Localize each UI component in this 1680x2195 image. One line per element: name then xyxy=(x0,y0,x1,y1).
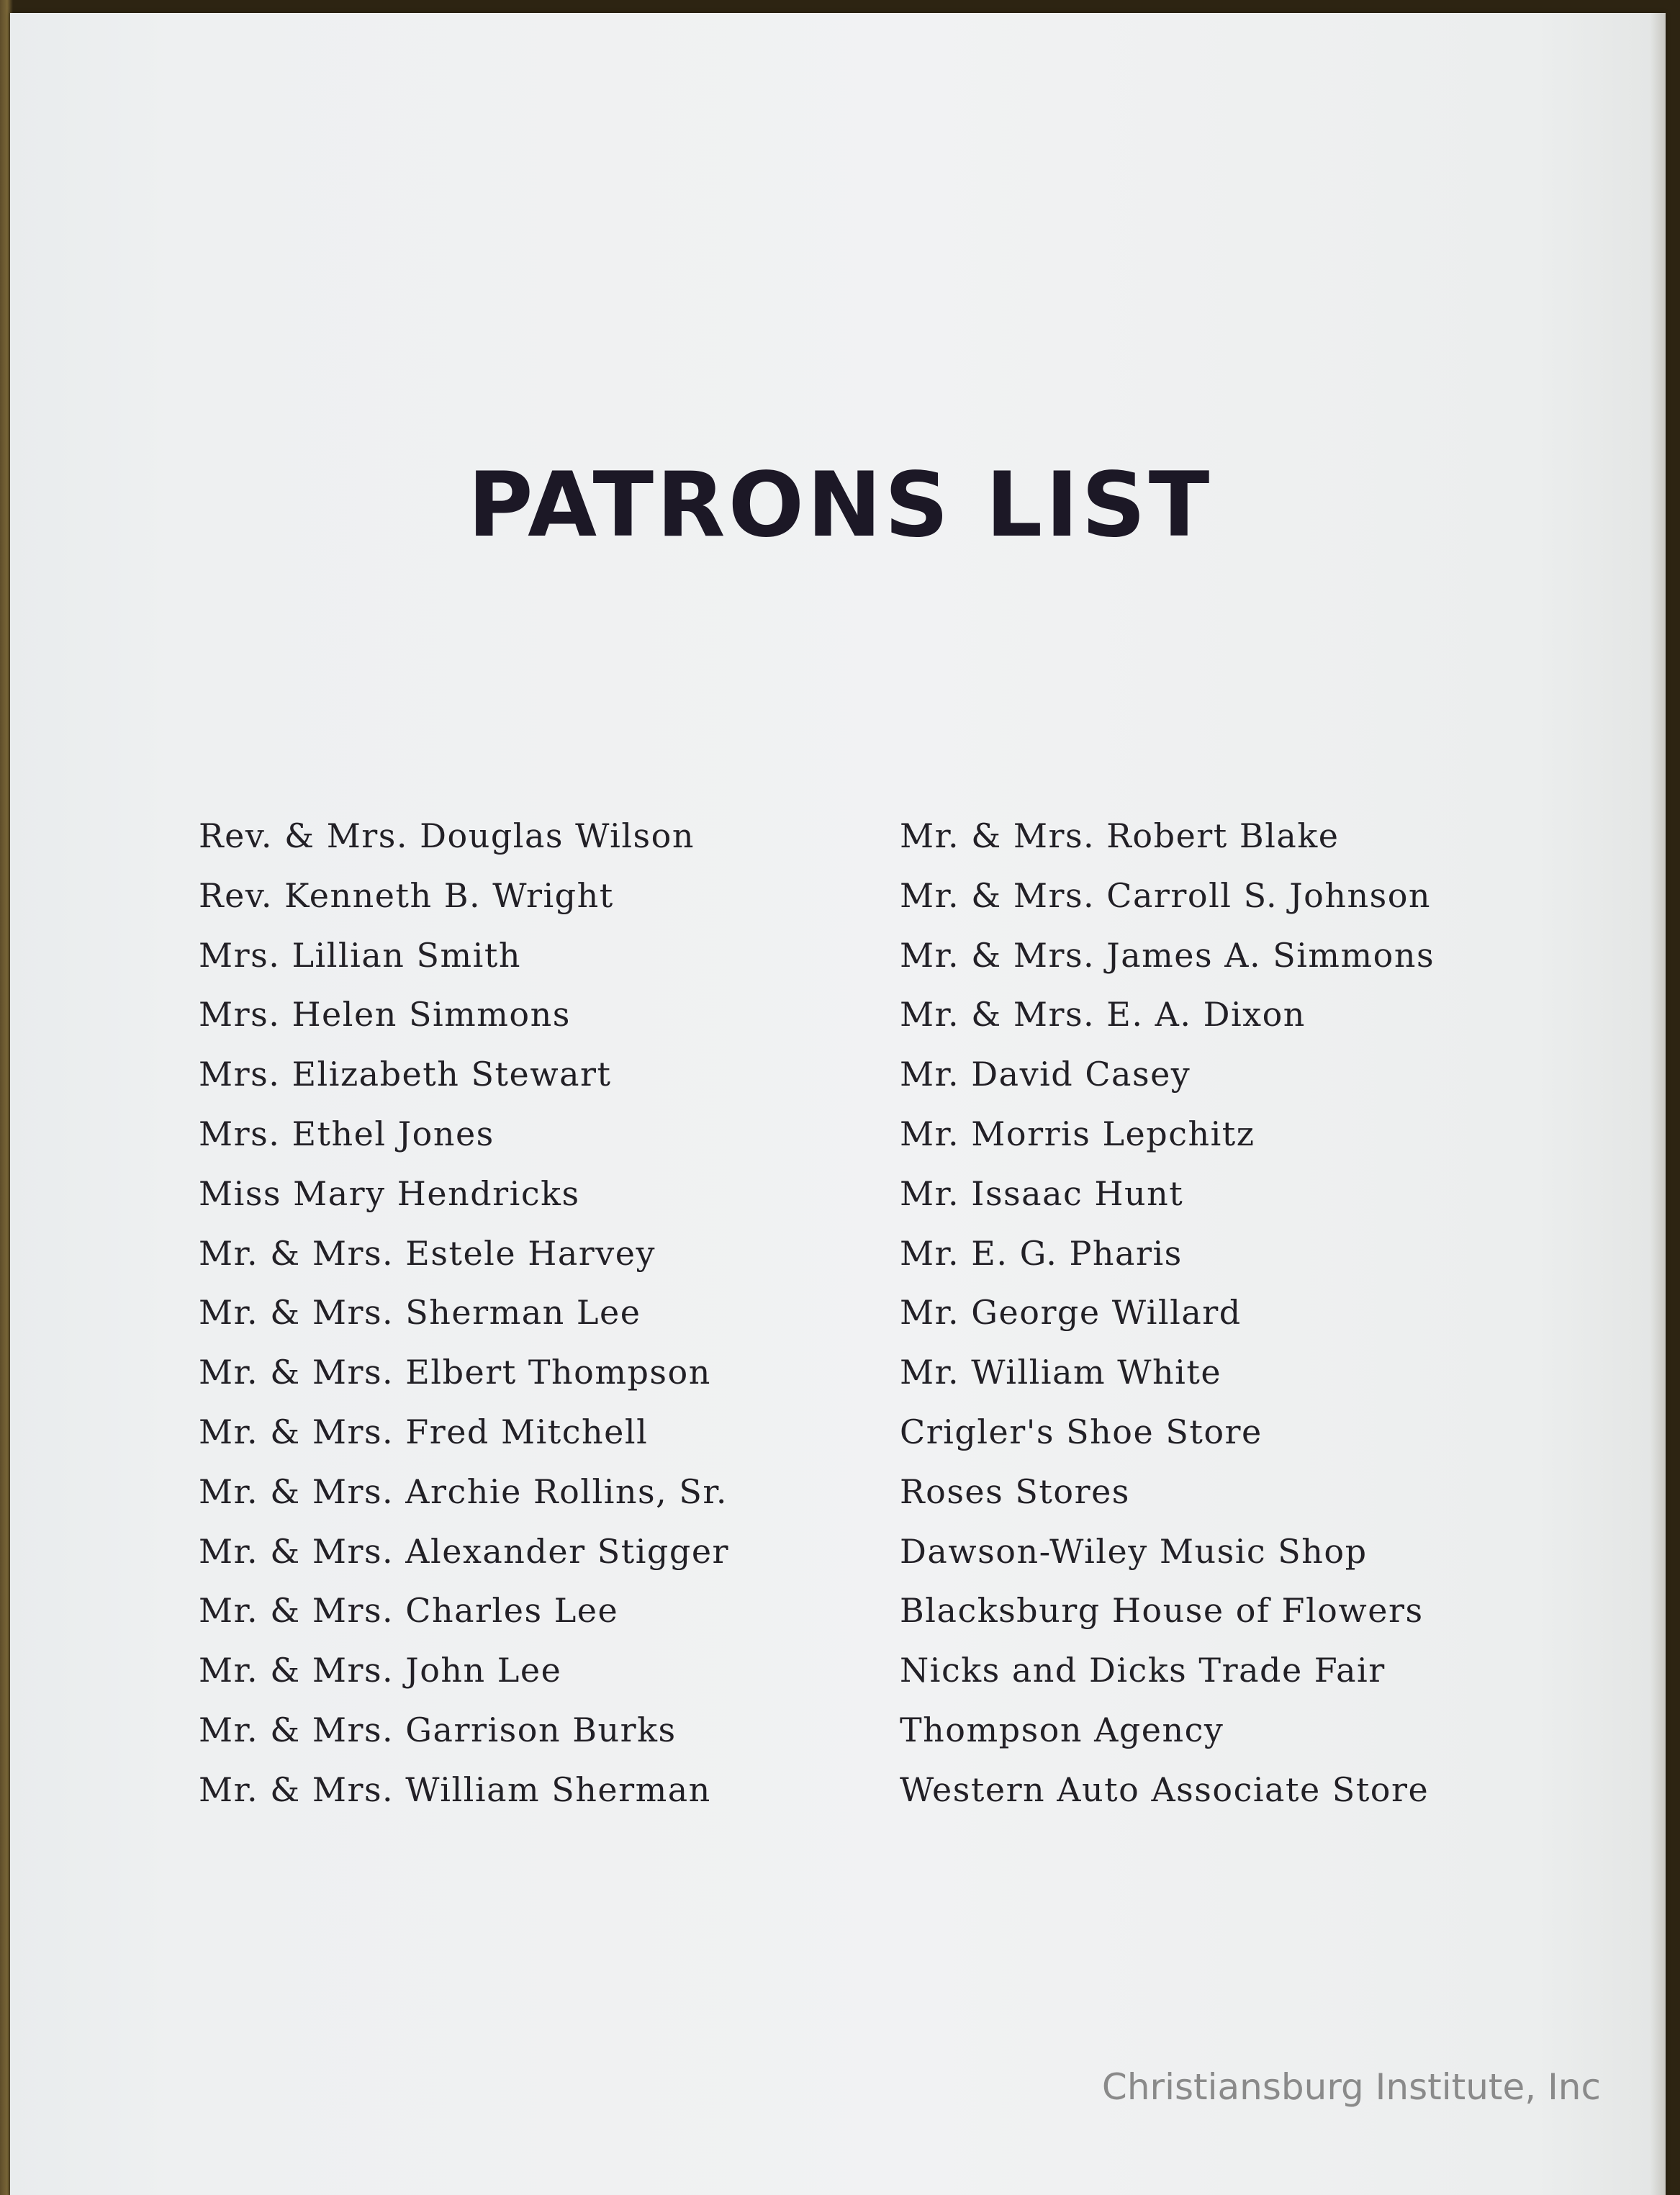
patron-entry: Mr. & Mrs. E. A. Dixon xyxy=(900,995,1306,1035)
patron-entry: Rev. Kenneth B. Wright xyxy=(199,875,614,915)
patron-entry: Mr. & Mrs. Fred Mitchell xyxy=(199,1412,649,1451)
patron-entry: Mr. Issaac Hunt xyxy=(900,1173,1184,1213)
patrons-right-column xyxy=(900,806,1435,1820)
patron-entry: Mr. William White xyxy=(900,1353,1222,1392)
patron-entry: Mr. & Mrs. Garrison Burks xyxy=(199,1710,677,1749)
patron-entry: Mr. & Mrs. Estele Harvey xyxy=(199,1233,656,1273)
patron-entry: Mr. & Mrs. John Lee xyxy=(199,1651,562,1690)
patron-entry: Mr. & Mrs. Robert Blake xyxy=(900,816,1340,855)
patron-entry: Rev. & Mrs. Douglas Wilson xyxy=(199,816,695,855)
patron-entry: Thompson Agency xyxy=(900,1710,1224,1749)
patron-entry: Mr. & Mrs. Alexander Stigger xyxy=(199,1531,730,1571)
patrons-left-column xyxy=(199,806,729,1820)
page-edge-shadow xyxy=(1650,13,1666,2195)
patron-entry: Miss Mary Hendricks xyxy=(199,1173,580,1213)
patron-entry: Mr. George Willard xyxy=(900,1293,1242,1333)
patron-entry: Mr. & Mrs. James A. Simmons xyxy=(900,935,1435,975)
patron-entry: Mrs. Helen Simmons xyxy=(199,995,571,1035)
patron-entry: Mr. David Casey xyxy=(900,1055,1191,1094)
patron-entry: Mrs. Ethel Jones xyxy=(199,1114,494,1153)
patron-entry: Dawson-Wiley Music Shop xyxy=(900,1531,1368,1571)
patron-entry: Blacksburg House of Flowers xyxy=(900,1591,1424,1631)
patron-entry: Roses Stores xyxy=(900,1471,1130,1511)
patron-entry: Mrs. Elizabeth Stewart xyxy=(199,1055,612,1094)
patron-entry: Mr. & Mrs. Elbert Thompson xyxy=(199,1353,711,1392)
patron-entry: Mr. & Mrs. William Sherman xyxy=(199,1770,711,1809)
patron-entry: Mr. & Mrs. Charles Lee xyxy=(199,1591,619,1631)
patron-entry: Nicks and Dicks Trade Fair xyxy=(900,1651,1386,1690)
patron-entry: Mr. Morris Lepchitz xyxy=(900,1114,1255,1153)
patron-entry: Mr. & Mrs. Archie Rollins, Sr. xyxy=(199,1471,728,1511)
page-title: PATRONS LIST xyxy=(467,454,1213,557)
patron-entry: Mr. & Mrs. Carroll S. Johnson xyxy=(900,875,1432,915)
patron-entry: Mr. E. G. Pharis xyxy=(900,1233,1183,1273)
watermark-text: Christiansburg Institute, Inc xyxy=(1101,2066,1601,2108)
patron-entry: Mrs. Lillian Smith xyxy=(199,935,521,975)
patron-entry: Mr. & Mrs. Sherman Lee xyxy=(199,1293,641,1333)
patron-entry: Western Auto Associate Store xyxy=(900,1770,1430,1809)
patron-entry: Crigler's Shoe Store xyxy=(900,1412,1263,1451)
